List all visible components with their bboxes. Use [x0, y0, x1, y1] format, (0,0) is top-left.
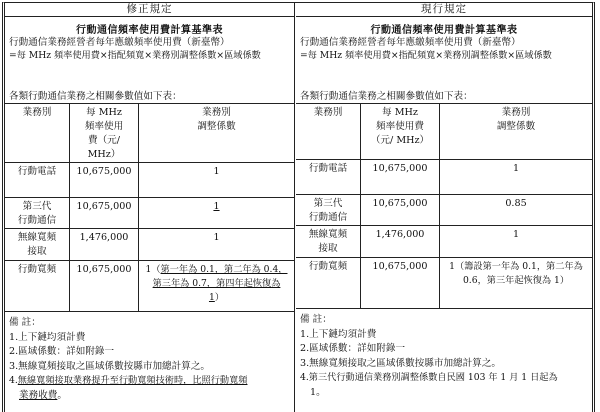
fee-value: 10,675,000 [361, 160, 440, 195]
service-name: 行動電話 [296, 160, 361, 195]
note-item: 3.無線寬頻接取之區域係數按縣市加總計算之。 [9, 360, 211, 372]
service-name: 行動電話 [5, 163, 70, 198]
service-name: 第三代 行動通信 [5, 198, 70, 229]
header-fee: 每 MHz 頻率使用 費（元/ MHz） [70, 104, 139, 163]
formula-line-1: 行動通信業務經營者每年應繳頻率使用費（新臺幣） [300, 37, 521, 48]
note-item: 4.第三代行動通信業務別調整係數自民國 103 年 1 月 1 日起為 [300, 372, 558, 383]
fee-value: 10,675,000 [70, 163, 139, 198]
table-row [5, 229, 294, 261]
column-header-amended: 修正規定 [5, 2, 294, 17]
coef-value: 1 [139, 198, 295, 229]
table-row [296, 160, 592, 195]
fee-value: 10,675,000 [70, 198, 139, 229]
header-service: 業務別 [5, 104, 70, 163]
service-name: 無線寬頻 接取 [5, 229, 70, 261]
coef-value: 1（籌設第一年為 0.1，第二年為 0.6，第三年起恢復為 1） [440, 258, 593, 309]
table-row [5, 163, 294, 198]
header-fee: 每 MHz 頻率使用費 （元/ MHz） [361, 104, 440, 160]
formula-line-2: =每 MHz 頻率使用費×指配頻寬×業務別調整係數×區域係數 [9, 50, 261, 61]
coef-value: 1 [139, 229, 295, 261]
note-item: 1.上下鏈均須計費 [300, 328, 377, 340]
service-name: 行動寬頻 [5, 261, 70, 312]
notes-title: 備 註： [9, 317, 41, 328]
table-header-row [296, 104, 592, 160]
formula-line-1: 行動通信業務經營者每年應繳頻率使用費（新臺幣） [9, 37, 230, 48]
service-name: 第三代 行動通信 [296, 195, 361, 226]
table-row [5, 198, 294, 229]
coef-value: 0.85 [440, 195, 593, 226]
header-coef: 業務別 調整係數 [440, 104, 593, 160]
fee-value: 10,675,000 [361, 195, 440, 226]
note-item: 2.區域係數：詳如附錄一 [9, 346, 115, 357]
doc-title: 行動通信頻率使用費計算基準表 [370, 25, 518, 36]
note-item: 3.無線寬頻接取之區域係數按縣市加總計算之。 [300, 357, 502, 369]
note-item: 1.上下鏈均須計費 [9, 331, 86, 343]
service-name: 行動寬頻 [296, 258, 361, 309]
column-header-current: 現行規定 [296, 2, 592, 17]
note-item-cont: 1。 [310, 386, 326, 398]
coef-value: 1（第一年為 0.1，第二年為 0.4， 第三年為 0.7，第四年起恢復為 1） [139, 261, 295, 312]
fee-value: 10,675,000 [361, 258, 440, 309]
service-name: 無線寬頻 接取 [296, 226, 361, 258]
table-row [296, 258, 592, 309]
fee-value: 10,675,000 [70, 261, 139, 312]
notes-section [296, 309, 592, 400]
note-item: 4.無線寬頻接取業務提升至行動寬頻技術時，比照行動寬頻 [9, 375, 248, 386]
coef-value: 1 [440, 160, 593, 195]
fee-value: 1,476,000 [361, 226, 440, 258]
doc-title: 行動通信頻率使用費計算基準表 [76, 25, 223, 36]
note-item-cont: 業務收費。 [19, 389, 67, 401]
header-service: 業務別 [296, 104, 361, 160]
table-row [296, 195, 592, 226]
table-row [5, 261, 294, 312]
notes-section [5, 312, 294, 403]
table-intro: 各類行動通信業務之相關參數值如下表： [9, 91, 182, 102]
amended-provisions-column [5, 2, 295, 412]
fee-value: 1,476,000 [70, 229, 139, 261]
table-row [296, 226, 592, 258]
parameter-table [296, 103, 592, 309]
formula-line-2: =每 MHz 頻率使用費×指配頻寬×業務別調整係數×區域係數 [300, 50, 552, 61]
coef-value: 1 [440, 226, 593, 258]
header-coef: 業務別 調整係數 [139, 104, 295, 163]
note-item: 2.區域係數：詳如附錄一 [300, 343, 406, 354]
table-intro: 各類行動通信業務之相關參數值如下表： [300, 91, 473, 102]
notes-title: 備 註： [300, 314, 332, 325]
coef-value: 1 [139, 163, 295, 198]
current-provisions-column [296, 2, 592, 412]
parameter-table [5, 103, 294, 312]
table-header-row [5, 104, 294, 163]
